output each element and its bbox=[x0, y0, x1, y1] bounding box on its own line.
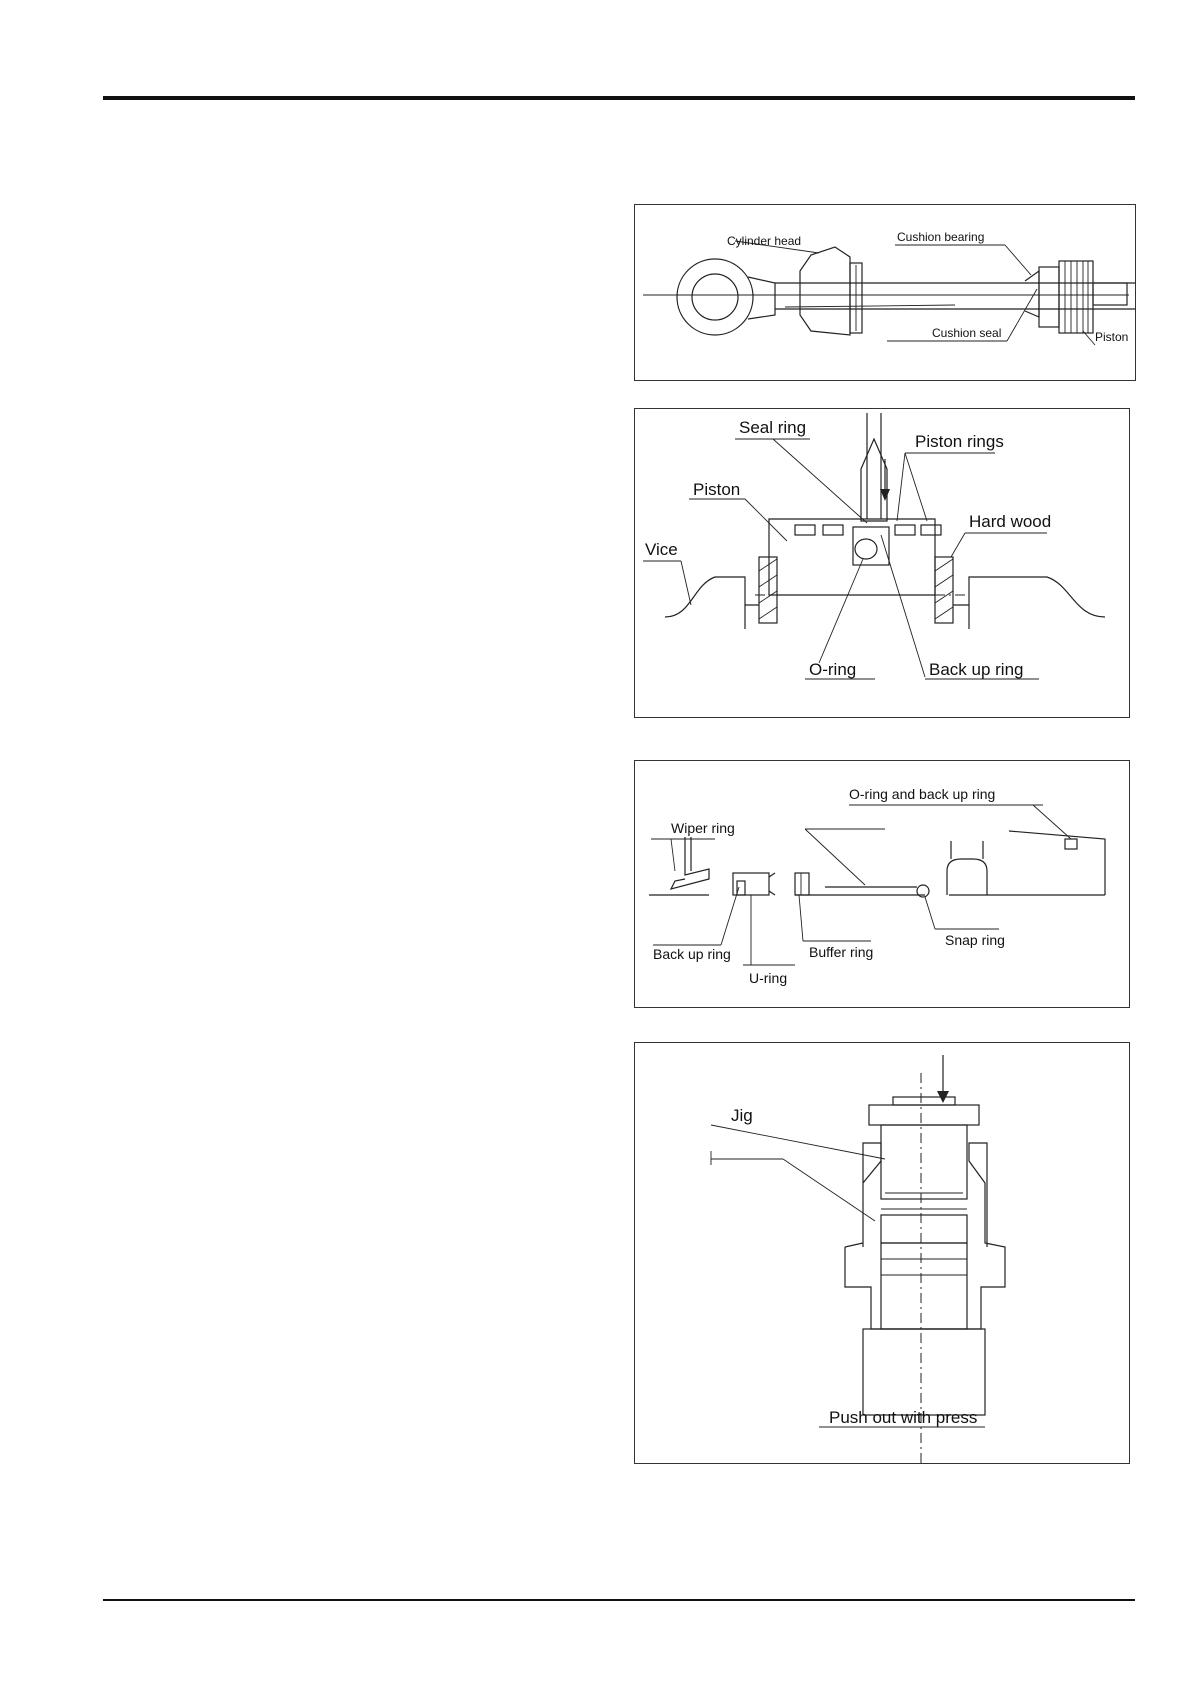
leader-buffer-ring bbox=[799, 895, 803, 941]
label-jig: Jig bbox=[731, 1106, 753, 1125]
label-push-out: Push out with press bbox=[829, 1408, 978, 1427]
figure-piston-vice bbox=[634, 408, 1130, 718]
leader-vice bbox=[681, 561, 691, 605]
cylinder-body-shape bbox=[947, 859, 987, 895]
label-cushion-bearing: Cushion bearing bbox=[897, 230, 985, 244]
leader-o-ring bbox=[819, 559, 863, 663]
rod-end-stub bbox=[1093, 283, 1127, 305]
leader-back-up-ring bbox=[881, 535, 925, 677]
o-ring-back-up-shape bbox=[1065, 839, 1077, 849]
u-ring-shape bbox=[733, 873, 769, 895]
leader-hard-wood bbox=[951, 533, 965, 557]
label-u-ring: U-ring bbox=[749, 970, 788, 986]
vice-jaw-right bbox=[953, 577, 1105, 617]
header-rule bbox=[103, 96, 1135, 100]
back-up-ring-shape bbox=[737, 881, 745, 895]
label-hard-wood: Hard wood bbox=[969, 512, 1052, 531]
label-back-up-ring: Back up ring bbox=[653, 946, 731, 962]
label-piston: Piston bbox=[1095, 330, 1129, 344]
label-snap-ring: Snap ring bbox=[945, 932, 1005, 948]
piston-ring-3 bbox=[895, 525, 915, 535]
leader-cushion-bearing bbox=[1005, 245, 1031, 275]
figure-rod-assembly bbox=[634, 204, 1136, 381]
leader-bushing bbox=[783, 1159, 875, 1221]
housing-right bbox=[845, 1143, 1005, 1329]
piston-ring-4 bbox=[921, 525, 941, 535]
rod-assembly-drawing bbox=[635, 205, 1137, 382]
cylinder-head-body bbox=[800, 247, 850, 335]
label-back-up-ring: Back up ring bbox=[929, 660, 1024, 679]
o-ring-shape bbox=[855, 539, 877, 559]
cushion-bearing-shape bbox=[1025, 271, 1039, 317]
leader-back-up-ring bbox=[721, 887, 739, 945]
buffer-ring-shape bbox=[795, 873, 809, 895]
leader-seal-ring bbox=[773, 439, 867, 523]
jig-body bbox=[881, 1125, 967, 1199]
rod-eye-neck bbox=[748, 277, 775, 319]
piston-ring-2 bbox=[823, 525, 843, 535]
press-jig-drawing bbox=[635, 1043, 1131, 1465]
label-vice: Vice bbox=[645, 540, 678, 559]
seal-tool bbox=[861, 439, 887, 521]
label-o-ring-back-up: O-ring and back up ring bbox=[849, 786, 996, 802]
label-cylinder-head: Cylinder head bbox=[727, 234, 802, 248]
label-cushion-seal: Cushion seal bbox=[932, 326, 1002, 340]
housing-left bbox=[845, 1143, 881, 1247]
label-piston: Piston bbox=[693, 480, 741, 499]
label-wiper-ring: Wiper ring bbox=[671, 820, 735, 836]
leader-snap-ring bbox=[925, 897, 935, 929]
label-buffer-ring: Buffer ring bbox=[809, 944, 874, 960]
footer-rule bbox=[103, 1599, 1135, 1601]
leader-piston bbox=[745, 499, 787, 541]
label-o-ring: O-ring bbox=[809, 660, 857, 679]
hard-wood-right bbox=[935, 557, 953, 623]
piston-ring-1 bbox=[795, 525, 815, 535]
piston-body bbox=[1039, 267, 1059, 327]
bushing bbox=[881, 1215, 967, 1243]
wiper-ring-shape bbox=[671, 837, 709, 889]
figure-rod-seals bbox=[634, 760, 1130, 1008]
rod-eye-inner bbox=[692, 274, 738, 320]
support-block bbox=[863, 1329, 985, 1415]
figure-press-jig bbox=[634, 1042, 1130, 1464]
jig-cap bbox=[869, 1105, 979, 1125]
leader-piston-rings-b bbox=[905, 453, 927, 521]
rod-eye-outer bbox=[677, 259, 753, 335]
leader-cushion-seal bbox=[1007, 289, 1037, 341]
leader-wiper-ring bbox=[671, 839, 675, 871]
label-piston-rings: Piston rings bbox=[915, 432, 1004, 451]
label-seal-ring: Seal ring bbox=[739, 418, 807, 437]
hard-wood-left bbox=[759, 557, 777, 623]
piston-grooves bbox=[1059, 261, 1093, 333]
seal-ring-groove bbox=[853, 527, 889, 565]
rod-seals-drawing bbox=[635, 761, 1131, 1009]
leader-piston-rings-a bbox=[897, 453, 905, 521]
piston-vice-drawing bbox=[635, 409, 1131, 719]
leader-jig bbox=[711, 1125, 885, 1159]
piston-body bbox=[769, 519, 935, 595]
